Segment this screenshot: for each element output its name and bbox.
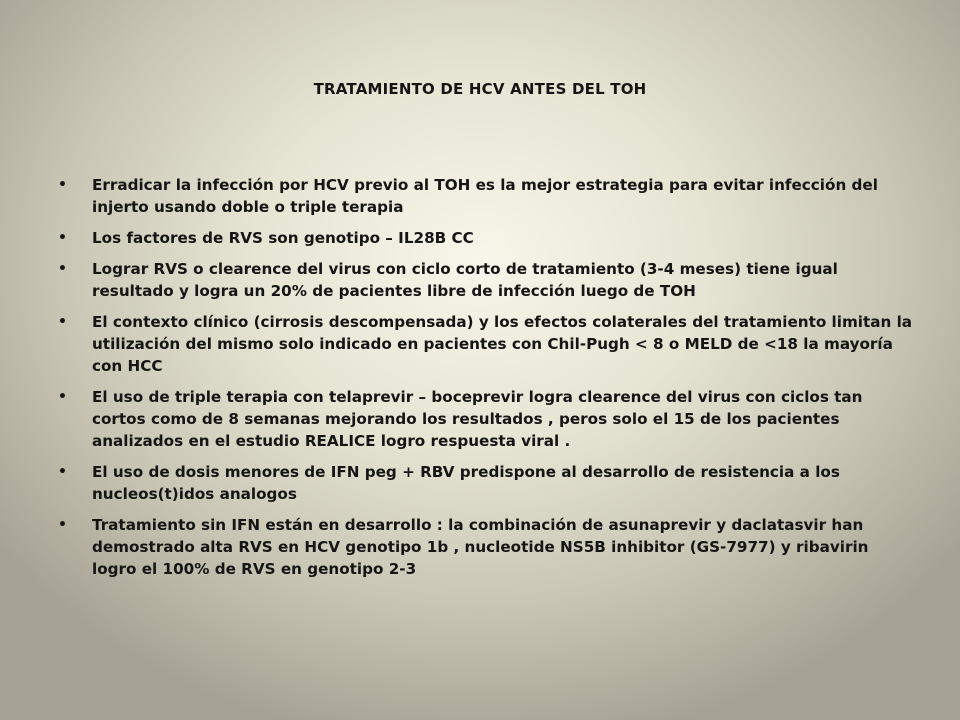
slide-title: TRATAMIENTO DE HCV ANTES DEL TOH bbox=[313, 80, 647, 98]
bullet-text: Los factores de RVS son genotipo – IL28B CC bbox=[92, 229, 474, 247]
bullet-icon: • bbox=[58, 261, 67, 277]
bullet-icon: • bbox=[58, 464, 67, 480]
bullet-icon: • bbox=[58, 314, 67, 330]
bullet-icon: • bbox=[58, 389, 67, 405]
bullet-list bbox=[54, 174, 914, 589]
bullet-text: El uso de dosis menores de IFN peg + RBV predispone al desarrollo de resistencia a los nucleos(t)idos analogos bbox=[92, 463, 840, 503]
bullet-text: Lograr RVS o clearence del virus con ciclo corto de tratamiento (3-4 meses) tiene igual resultado y logra un 20% de pacientes libre de infección luego de TOH bbox=[92, 260, 838, 300]
bullet-item bbox=[54, 514, 914, 580]
bullet-text: El contexto clínico (cirrosis descompensada) y los efectos colaterales del tratamiento limitan la utilización del mismo solo indicado en pacientes con Chil-Pugh < 8 o MELD de <18 la mayoría con HCC bbox=[92, 313, 913, 375]
bullet-text: Erradicar la infección por HCV previo al TOH es la mejor estrategia para evitar infección del injerto usando doble o triple terapia bbox=[92, 176, 878, 216]
bullet-item bbox=[54, 461, 914, 505]
bullet-icon: • bbox=[58, 177, 67, 193]
bullet-icon: • bbox=[58, 230, 67, 246]
bullet-item bbox=[54, 386, 914, 452]
bullet-item bbox=[54, 227, 914, 249]
bullet-icon: • bbox=[58, 517, 67, 533]
bullet-item bbox=[54, 311, 914, 377]
bullet-item bbox=[54, 258, 914, 302]
bullet-item bbox=[54, 174, 914, 218]
bullet-text: Tratamiento sin IFN están en desarrollo : la combinación de asunaprevir y daclatasvir han demostrado alta RVS en HCV genotipo 1b , nucleotide NS5B inhibitor (GS-7977) y ribavirin logro el 100% de RVS en genotipo 2-3 bbox=[92, 516, 869, 578]
bullet-text: El uso de triple terapia con telaprevir – boceprevir logra clearence del virus con ciclos tan cortos como de 8 semanas mejorando los resultados , peros solo el 15 de los pacientes analizados en el estudio REALICE logro respuesta viral . bbox=[92, 388, 863, 450]
